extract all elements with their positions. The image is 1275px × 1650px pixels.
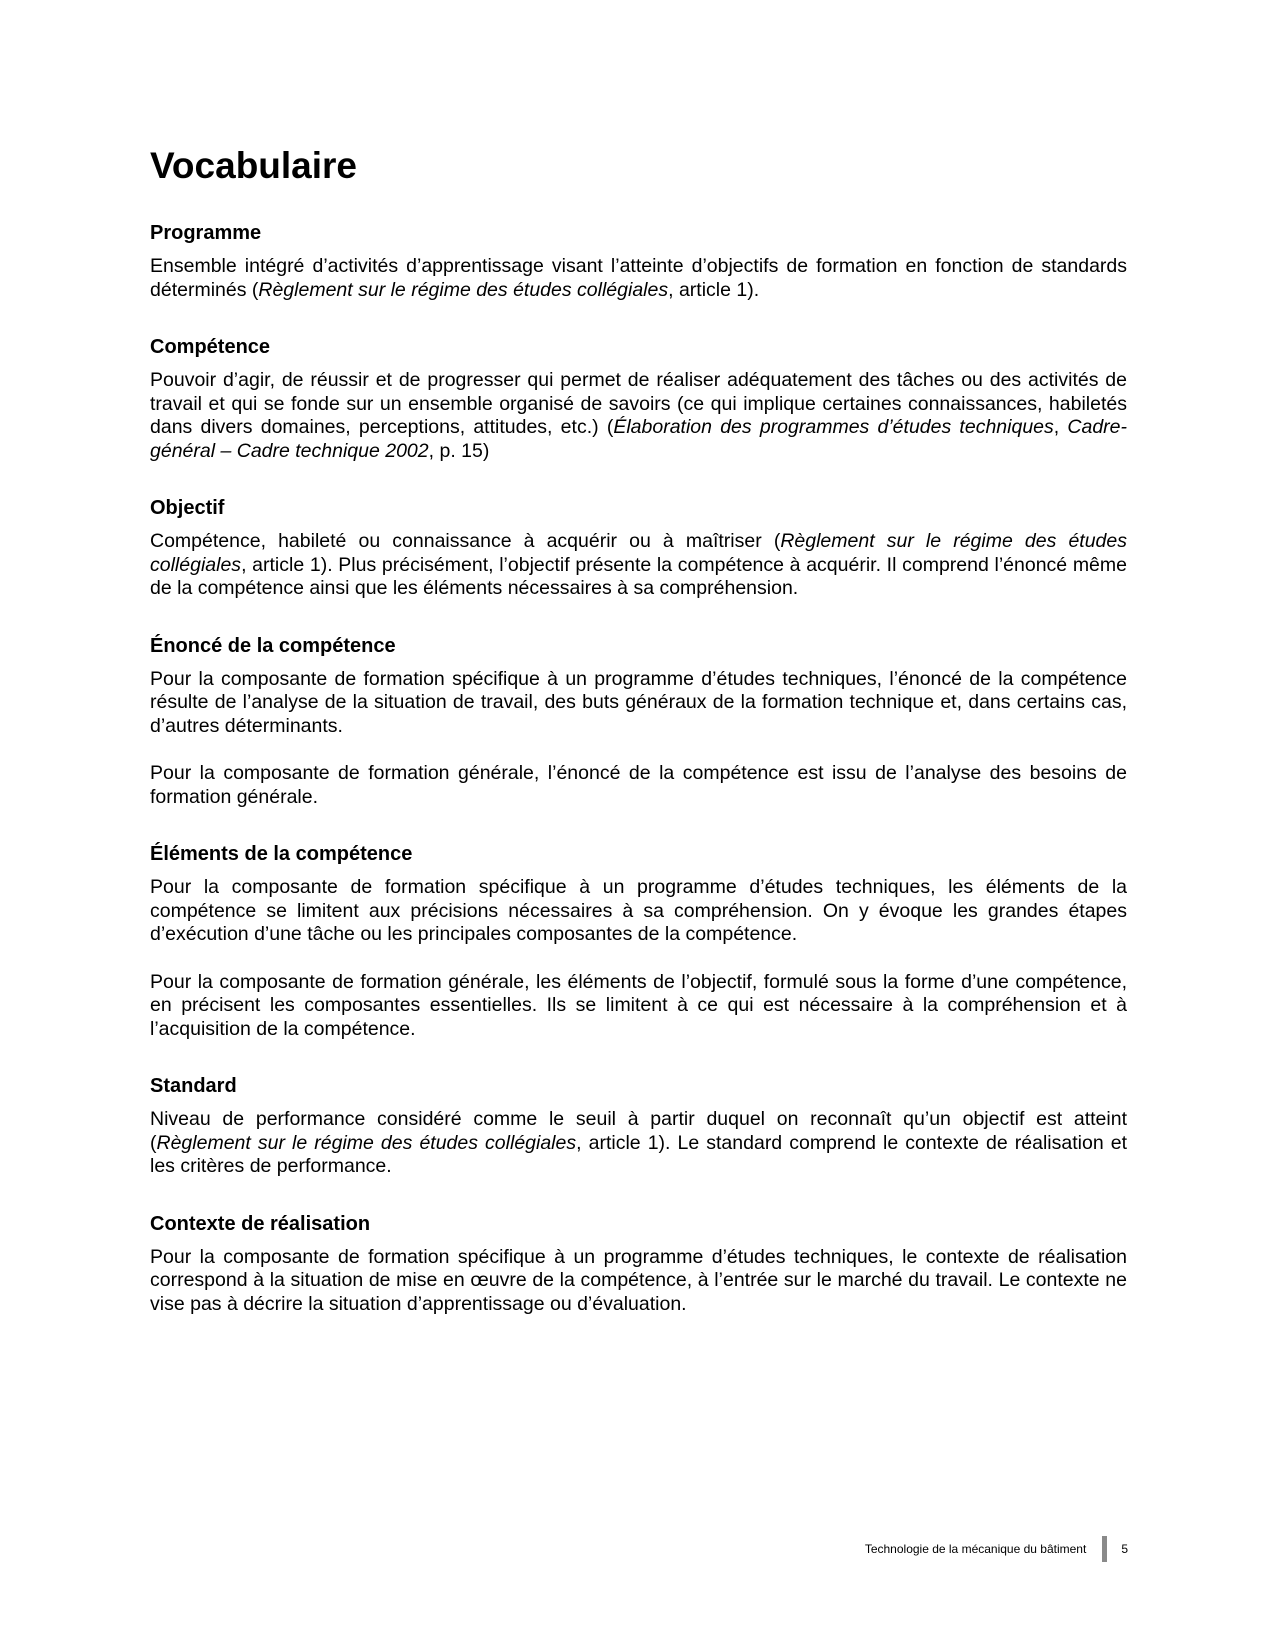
- term-definition: [150, 1108, 1127, 1179]
- citation-text: Règlement sur le régime des études collégiales: [156, 1131, 577, 1154]
- definition-text: , article 1). Le standard comprend le contexte de réalisation et les critères de performance.: [150, 1131, 1127, 1177]
- citation-text: Élaboration des programmes d’études techniques: [613, 416, 1054, 438]
- footer-page-number: 5: [1121, 1542, 1128, 1556]
- citation-text: Cadre-général – Cadre technique 2002: [150, 416, 1128, 462]
- definition-text: Pour la composante de formation générale, les éléments de l’objectif, formulé sous la forme d’une compétence, en précisent les composantes essentielles. Ils se limitent à ce qui est nécessaire à la compréhension et à l’acquisition de la compétence.: [150, 970, 1127, 1040]
- term-section: [150, 333, 1127, 463]
- term-section: [150, 840, 1127, 1041]
- citation-text: Règlement sur le régime des études collégiales: [150, 530, 1128, 576]
- definition-text: Pour la composante de formation spécifique à un programme d’études techniques, l’énoncé de la compétence résulte de l’analyse de la situation de travail, des buts généraux de la formation technique et, dans certains cas, d’autres déterminants.: [150, 667, 1127, 737]
- definition-text: Pouvoir d’agir, de réussir et de progresser qui permet de réaliser adéquatement des tâches ou des activités de travail et qui se fonde sur un ensemble organisé de savoirs (ce qui implique certaines connaissances, habiletés dans divers domaines, perceptions, attitudes, etc.) (: [150, 369, 1127, 438]
- term-title: Programme: [150, 222, 262, 244]
- term-section: [150, 1072, 1127, 1179]
- term-title: Compétence: [150, 336, 271, 358]
- citation-text: Règlement sur le régime des études collégiales: [258, 278, 669, 301]
- term-section: [150, 1210, 1127, 1317]
- term-title: Énoncé de la compétence: [150, 634, 396, 657]
- term-definition: [150, 971, 1127, 1042]
- term-title: Contexte de réalisation: [150, 1212, 371, 1235]
- definition-text: , article 1). Plus précisément, l’objectif présente la compétence à acquérir. Il comprend l’énoncé même de la compétence ainsi que les éléments nécessaires à sa compréhension.: [150, 553, 1127, 599]
- term-section: [150, 632, 1127, 810]
- definition-text: Niveau de performance considéré comme le seuil à partir duquel on reconnaît qu’un objectif est atteint (: [150, 1108, 1127, 1154]
- page-footer: [865, 1536, 1128, 1562]
- definition-text: Ensemble intégré d’activités d’apprentissage visant l’atteinte d’objectifs de formation en fonction de standards déterminés (: [150, 255, 1127, 301]
- definition-text: Pour la composante de formation spécifique à un programme d’études techniques, le contexte de réalisation correspond à la situation de mise en œuvre de la compétence, à l’entrée sur le marché du travail. Le contexte ne vise pas à décrire la situation d’apprentissage ou d’évaluation.: [150, 1245, 1127, 1315]
- term-section: [150, 494, 1127, 601]
- term-section: [150, 219, 1127, 302]
- term-title: Éléments de la compétence: [150, 843, 413, 865]
- term-definition: [150, 1246, 1127, 1317]
- term-definition: [150, 762, 1127, 809]
- term-definition: [150, 668, 1127, 739]
- definition-text: , article 1).: [668, 278, 760, 301]
- term-definition: [150, 255, 1127, 302]
- term-definition: [150, 369, 1127, 463]
- definition-text: Pour la composante de formation générale, l’énoncé de la compétence est issu de l’analyse des besoins de formation générale.: [150, 762, 1127, 808]
- term-title: Standard: [150, 1075, 237, 1097]
- term-definition: [150, 876, 1127, 947]
- footer-document-title: Technologie de la mécanique du bâtiment: [864, 1542, 1087, 1556]
- definition-text: , p. 15): [428, 439, 490, 462]
- definition-text: ,: [1053, 416, 1068, 438]
- definition-text: Pour la composante de formation spécifique à un programme d’études techniques, les éléments de la compétence se limitent aux précisions nécessaires à sa compréhension. On y évoque les grandes étapes d’exécution d’une tâche ou les principales composantes de la compétence.: [150, 876, 1127, 945]
- definition-text: Compétence, habileté ou connaissance à acquérir ou à maîtriser (: [150, 530, 781, 552]
- term-definition: [150, 530, 1127, 601]
- footer-divider: [1102, 1536, 1107, 1562]
- page-title: Vocabulaire: [150, 145, 358, 186]
- vocabulary-list: [150, 219, 1127, 1347]
- term-title: Objectif: [150, 497, 225, 519]
